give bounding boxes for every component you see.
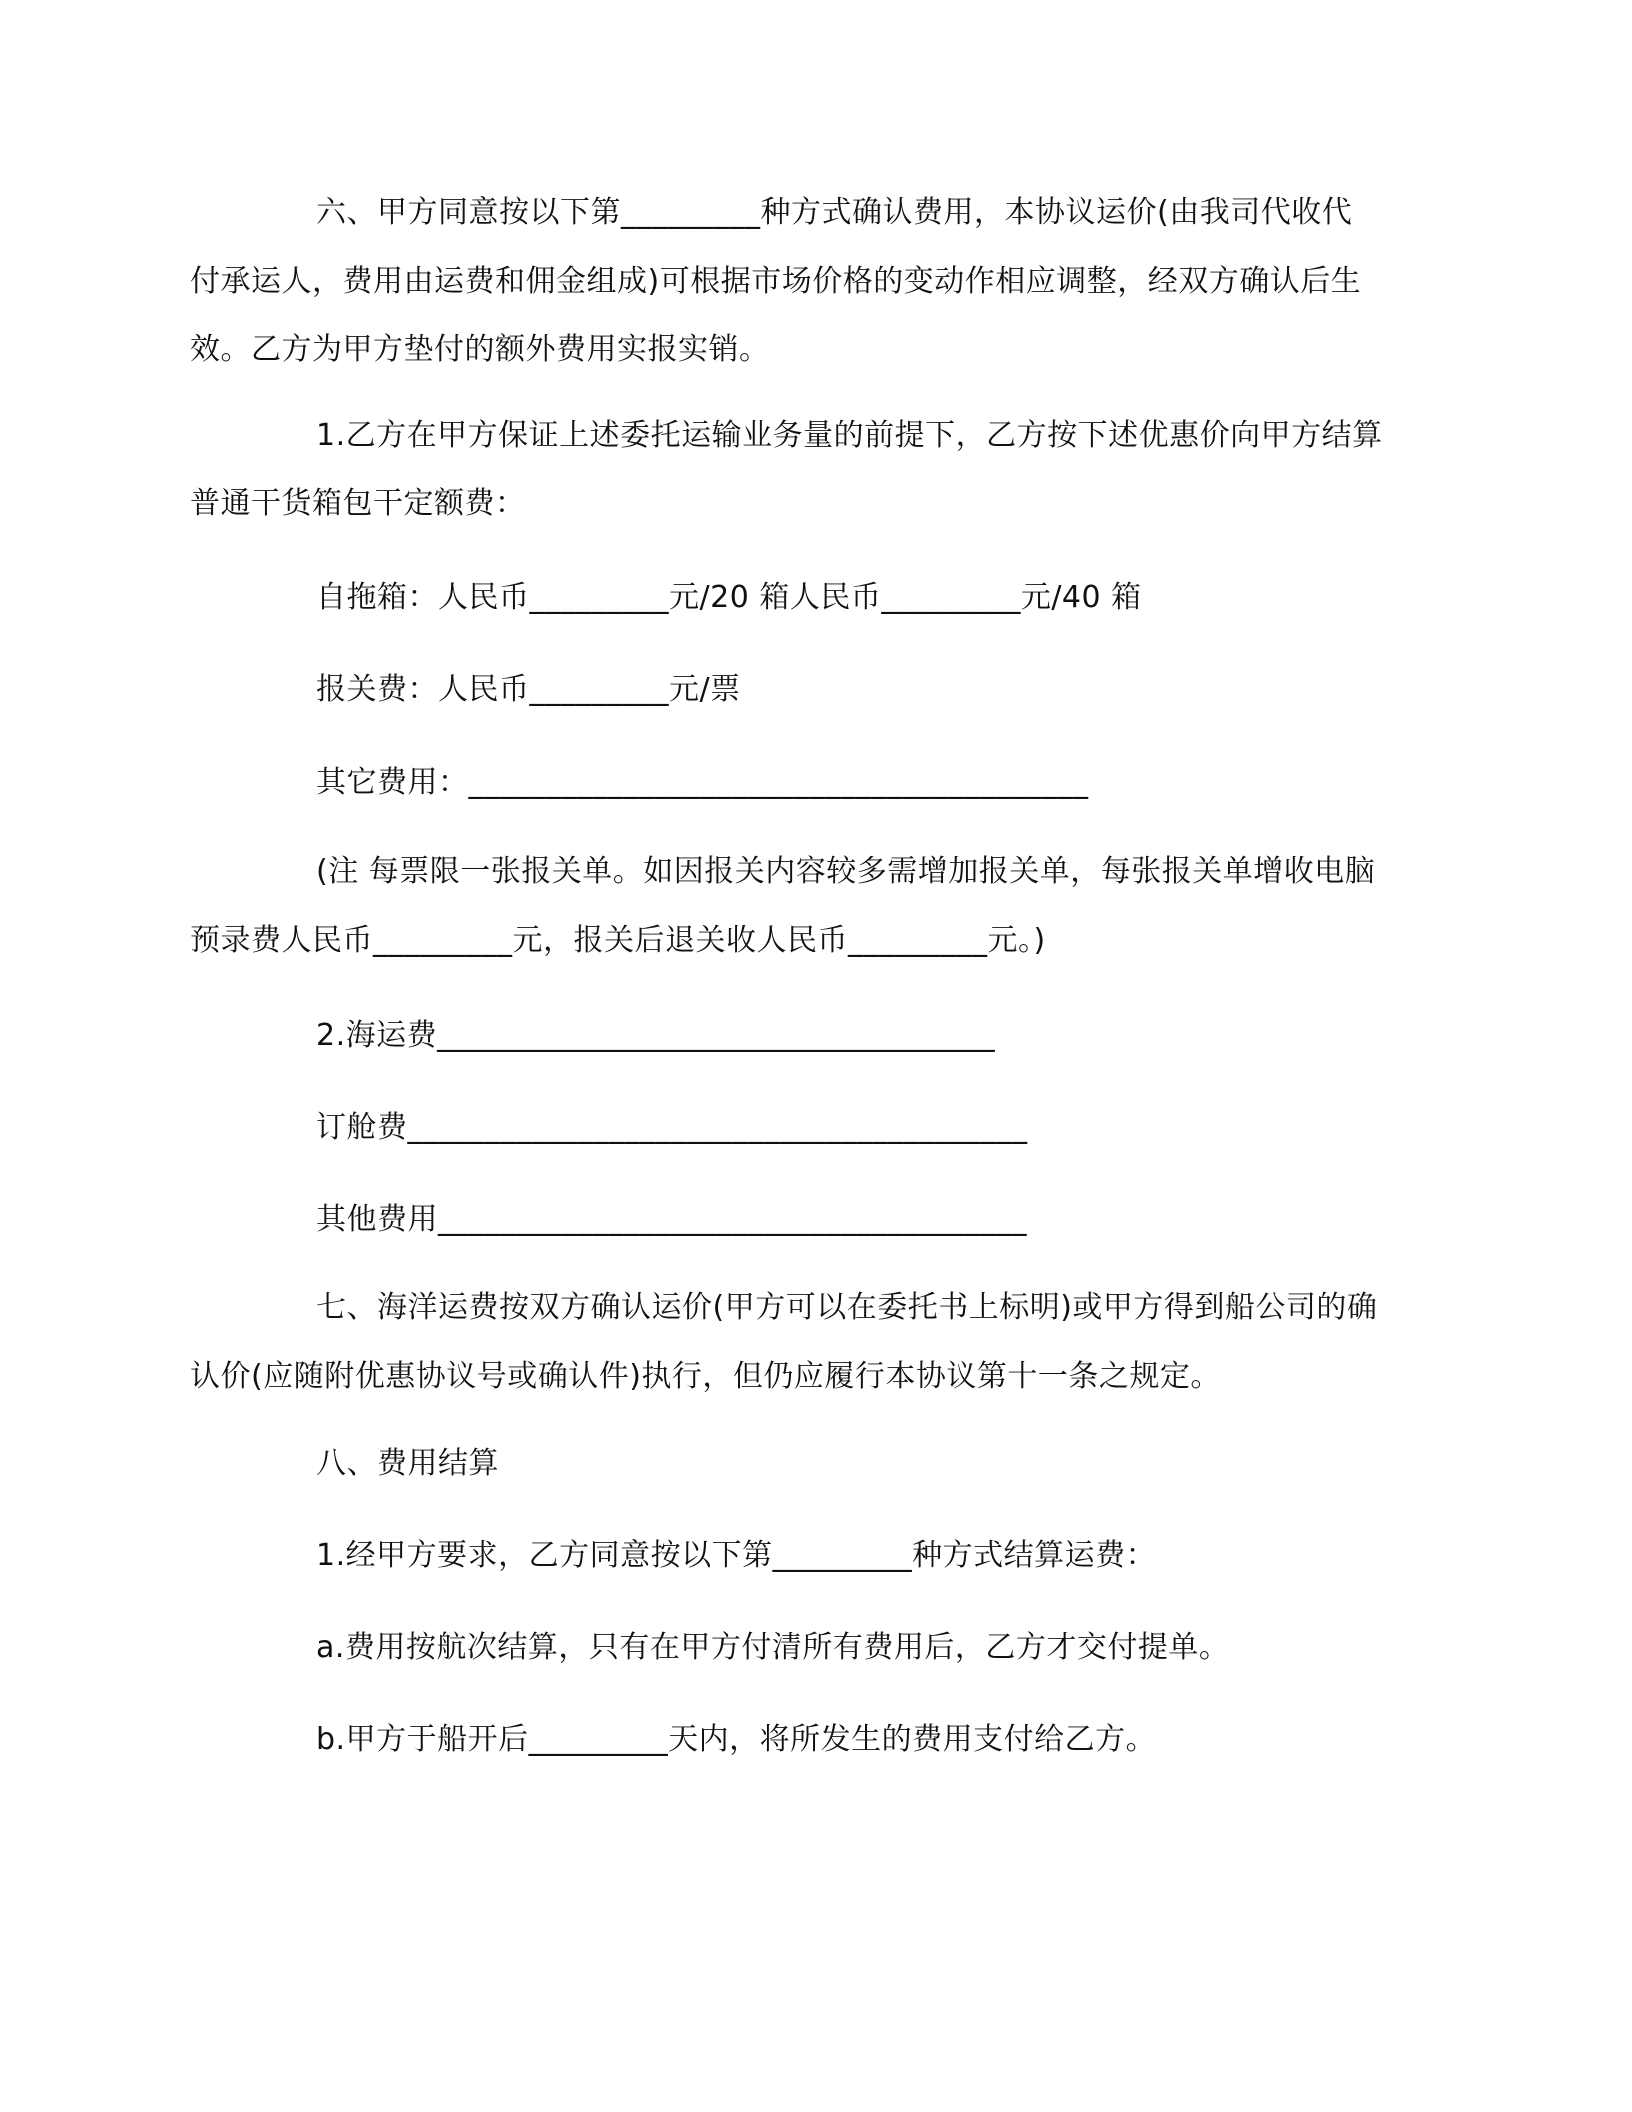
item-1-line-2: 普通干货箱包干定额费： [190, 486, 526, 521]
paragraph-seven-line-1: 七、海洋运费按双方确认运价(甲方可以在委托书上标明)或甲方得到船公司的确 [316, 1290, 1378, 1325]
ocean-freight: 2.海运费____________________________________ [316, 1018, 996, 1053]
other-fees-2: 其他费用______________________________________ [316, 1202, 1027, 1237]
customs-fee: 报关费：人民币_________元/票 [316, 672, 741, 707]
section-eight-heading: 八、费用结算 [316, 1446, 499, 1481]
paragraph-six-line-1: 六、甲方同意按以下第_________种方式确认费用，本协议运价(由我司代收代 [316, 195, 1353, 230]
self-tow-box-fee: 自拖箱：人民币_________元/20 箱人民币_________元/40 箱 [316, 580, 1142, 615]
settlement-option-a: a.费用按航次结算，只有在甲方付清所有费用后，乙方才交付提单。 [316, 1630, 1230, 1665]
note-line-1: (注 每票限一张报关单。如因报关内容较多需增加报关单，每张报关单增收电脑 [316, 854, 1376, 889]
note-line-2: 预录费人民币_________元，报关后退关收人民币_________元。) [190, 923, 1046, 958]
paragraph-six-line-2: 付承运人，费用由运费和佣金组成)可根据市场价格的变动作相应调整，经双方确认后生 [190, 264, 1362, 299]
settlement-option-b: b.甲方于船开后_________天内，将所发生的费用支付给乙方。 [316, 1722, 1157, 1757]
paragraph-six-line-3: 效。乙方为甲方垫付的额外费用实报实销。 [190, 332, 770, 367]
other-fees-1: 其它费用：________________________________________ [316, 765, 1089, 800]
paragraph-seven-line-2: 认价(应随附优惠协议号或确认件)执行，但仍应履行本协议第十一条之规定。 [190, 1359, 1221, 1394]
item-1-line-1: 1.乙方在甲方保证上述委托运输业务量的前提下，乙方按下述优惠价向甲方结算 [316, 418, 1383, 453]
settlement-item-1: 1.经甲方要求，乙方同意按以下第_________种方式结算运费： [316, 1538, 1157, 1573]
booking-fee: 订舱费________________________________________ [316, 1110, 1028, 1145]
